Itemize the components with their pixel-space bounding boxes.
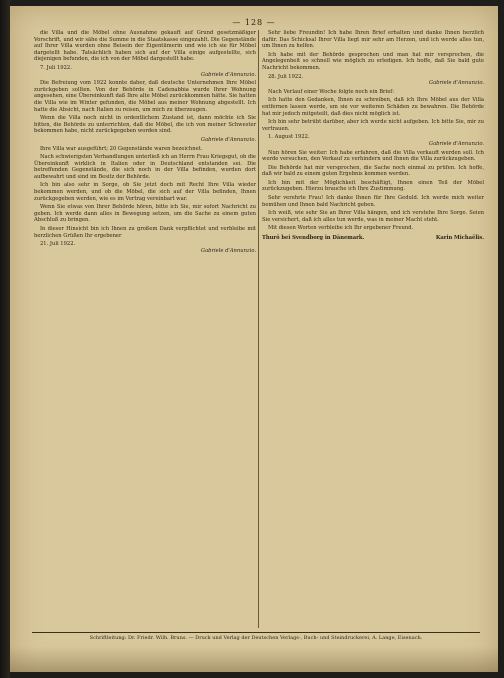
paragraph: Wenn Sie etwas von Ihrer Behörde hören, bitte ich Sie, mir sofort Nachricht zu geben. Ich werde dann alles in Bewegung setzen, um die Sache zu einem guten Abschluß zu bringen. — [34, 204, 256, 224]
book-spine-shadow — [0, 0, 10, 678]
page-number: — 128 — — [232, 18, 276, 27]
paragraph: Wenn die Villa noch nicht in ordentlichem Zustand ist, dann möchte ich Sie bitten, die Behörde zu unterrichten, daß die Möbel, die ich von meiner Schwester bekommen habe, nicht zurückgegeben worden sind. — [34, 115, 256, 135]
paragraph: Nun hören Sie weiter: Ich habe erfahren, daß die Villa verkauft werden soll. Ich werde versuchen, den Verkauf zu verhindern und Ihnen die Villa zurückzugeben. — [262, 149, 484, 163]
signature: Gabriele d'Annunzio. — [200, 136, 256, 143]
paragraph: Nach schwierigsten Verhandlungen unterließ ich an Herrn Frau Kriegsgut, ob die Übereinkunft wirklich in Italien oder in Deutschland entstanden sei. Die betreffenden Gegenstände, die sich noch in der Villa befinden, wurden dort aufbewahrt und sind im Besitz der Behörde. — [34, 154, 256, 180]
publisher-imprint: Schriftleitung: Dr. Friedr. Wilh. Bruns. — Druck und Verlag der Deutschen Verlags-, Buch- und Steindruckerei, A. Lange, Eisenach. — [32, 632, 480, 642]
paragraph: Die Behörde hat mir versprochen, die Sache noch einmal zu prüfen. Ich hoffe, daß wir bald zu einem guten Ergebnis kommen werden. — [262, 164, 484, 178]
paragraph: Ich hatte den Gedanken, Ihnen zu schreiben, daß ich Ihre Möbel aus der Villa entfernen lassen werde, um sie vor weiteren Schäden zu bewahren. Die Behörde hat mir jedoch mitgeteilt, daß dies nicht möglich ist. — [262, 97, 484, 117]
paragraph: Ich bin also sehr in Sorge, ob Sie jetzt doch mit Recht Ihre Villa wieder bekommen werden, und ob die Möbel, die sich auf der Villa befinden, Ihnen zurückgegeben werden, wie es im Vertrag vereinbart war. — [34, 182, 256, 202]
paragraph: Ich bin sehr betrübt darüber, aber ich werde nicht aufgeben. Ich bitte Sie, mir zu vertrauen. — [262, 119, 484, 132]
footer-author: Karin Michaëlis. — [435, 235, 484, 242]
paragraph: Nach Verlauf einer Woche folgte noch ein Brief: — [268, 88, 394, 95]
paragraph: Mit diesen Worten verbleibe ich Ihr ergebener Freund. — [268, 225, 414, 232]
signature: Gabriele d'Annunzio. — [200, 71, 256, 78]
letter-footer — [262, 235, 484, 242]
paragraph: Die Befreiung vom 1922 konnte daher, daß deutsche Unternehmen Ihre Möbel zurückgeben sollten. Von der Behörde in Cadenabbia wurde Ihrer Wohnung angesehen, eine Übereinkunft daß Ihre alte Möbel zurückkommen hätte. Sie hatten die Villa wie im Winter gefunden, die Möbel aus meiner Wohnung abgestellt. Ich hatte die Absicht, nach Italien zu reisen, um mich zu überzeugen. — [34, 80, 256, 113]
paragraph: Ich weiß, wie sehr Sie an Ihrer Villa hängen, und ich verstehe Ihre Sorge. Seien Sie versichert, daß ich alles tun werde, was in meiner Macht steht. — [262, 210, 484, 223]
signature: Gabriele d'Annunzio. — [428, 140, 484, 147]
paragraph: die Villa und die Möbel ohne Ausnahme gekauft auf Grund gesetzmäßiger Vorschrift, und wir sähe die Summe in die Staatskasse eingezahlt. Die Gegenstände auf Ihrer Villa wurden ohne Beisein der Eigentümerin und wie ich sie für Möbel dargetellt habe. Tatsächlich haben sich auf der Villa einige aufgestellte, sich diejenigen befunden, die ich von der Möbel dargestellt habe. — [34, 30, 256, 63]
date-line: 28. Juli 1922. — [268, 73, 304, 80]
paragraph: Ich bin mit der Möglichkeit beschäftigt, Ihnen einen Teil der Möbel zurückzugeben. Hierzu brauche ich Ihre Zustimmung. — [262, 179, 484, 193]
column-divider — [258, 30, 259, 628]
right-column — [262, 30, 484, 242]
paragraph: Sehr liebe Freundin! Ich habe Ihren Brief erhalten und danke Ihnen herzlich dafür. Das Schicksal Ihrer Villa liegt mir sehr am Herzen, und ich werde alles tun, um Ihnen zu helfen. — [262, 30, 484, 50]
date-line: 7. Juli 1922. — [40, 64, 72, 71]
date-line: 21. Juli 1922. — [40, 241, 76, 248]
footer-place: Thurö bei Svendborg in Dänemark. — [262, 235, 365, 242]
paragraph: Ich habe mit der Behörde gesprochen und man hat mir versprochen, die Angelegenheit so schnell wie möglich zu erledigen. Ich hoffe, daß Sie bald gute Nachricht bekommen. — [262, 51, 484, 71]
paragraph: Ihre Villa war ausgeführt; 20 Gegenstände waren bezeichnet. — [40, 145, 203, 152]
date-line: 1. August 1922. — [268, 134, 310, 141]
paragraph: Sehr verehrte Frau! Ich danke Ihnen für Ihre Geduld. Ich werde mich weiter bemühen und Ihnen bald Nachricht geben. — [262, 195, 484, 208]
left-column — [34, 30, 256, 256]
signature: Gabriele d'Annunzio. — [428, 80, 484, 87]
signature: Gabriele d'Annunzio. — [200, 247, 256, 254]
paragraph: In dieser Hinsicht bin ich Ihnen zu großem Dank verpflichtet und verbleibe mit herzlichen Grüßen Ihr ergebener — [34, 226, 256, 239]
page-shading — [10, 646, 498, 672]
book-page — [10, 6, 498, 672]
